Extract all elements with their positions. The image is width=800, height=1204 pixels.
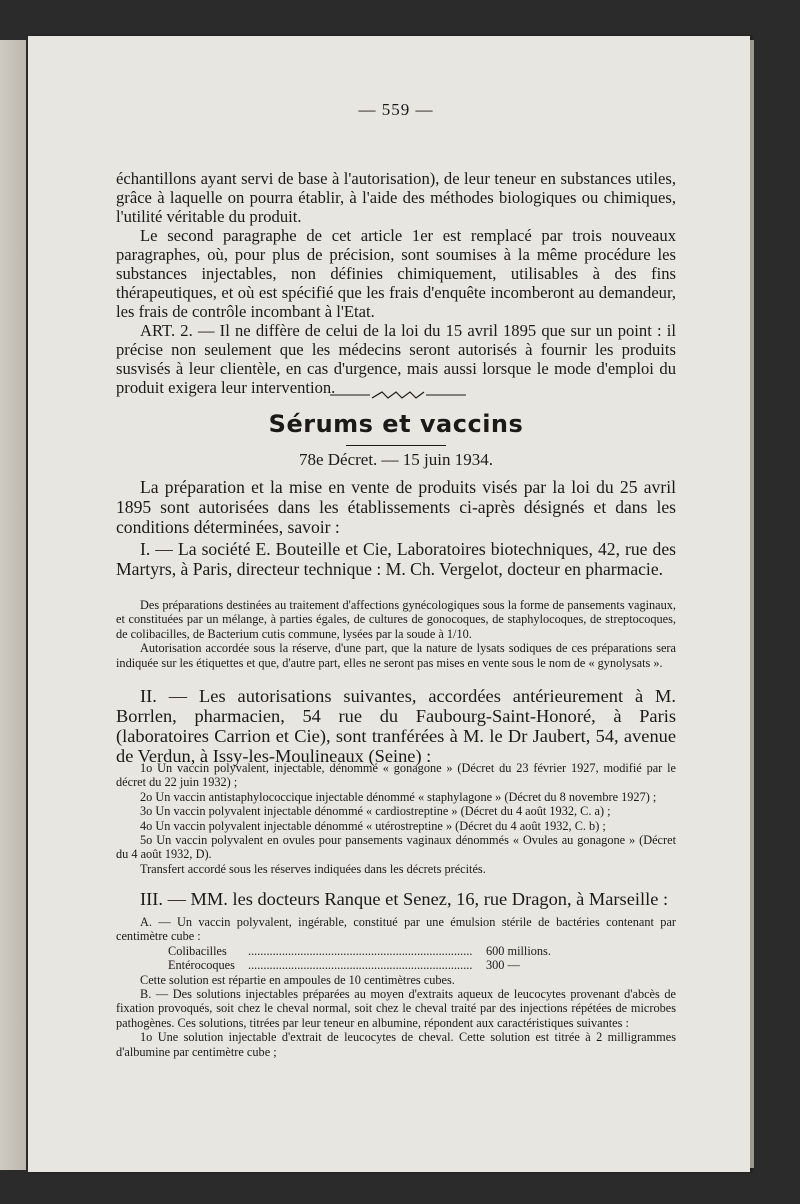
part-1-paragraph-2: Autorisation accordée sous la réserve, d'une part, que la nature de lysats sodiques de ces préparations sera indiquée sur les étiquettes et que, d'autre part, elles ne seront pas mises en vente sous le nom de « gynolysats ».	[116, 641, 676, 670]
part-3-heading: III. — MM. les docteurs Ranque et Senez, 16, rue Dragon, à Marseille :	[140, 889, 669, 909]
row-label: Entérocoques	[168, 958, 235, 973]
article-2-paragraph: ART. 2. — Il ne diffère de celui de la loi du 15 avril 1895 que sur un point : il précise non seulement que les médecins seront autorisés à fournir les produits susvisés à leur clientèle, en cas d'urgence, mais aussi lorsque le mode d'emploi du produit exigera leur intervention.	[116, 321, 676, 397]
part-1-details	[116, 598, 676, 670]
leader-dots: .........................................................................	[248, 943, 473, 958]
part-3-a-note: Cette solution est répartie en ampoules de 10 centimètres cubes.	[140, 972, 455, 987]
page-number: — 559 —	[358, 100, 434, 119]
part-1-heading-block	[116, 539, 676, 579]
part-3-heading-block	[116, 889, 676, 909]
ornament-divider	[330, 390, 466, 400]
part-3-a: A. — Un vaccin polyvalent, ingérable, constitué par une émulsion stérile de bactéries contenant par centimètre cube :	[116, 915, 676, 944]
row-value: 300 —	[486, 958, 520, 973]
intro-paragraph-1: échantillons ayant servi de base à l'autorisation), de leur teneur en substances utiles, grâce à laquelle on pourra établir, à l'aide des méthodes biologiques ou chimiques, l'utilité véritable du produit.	[116, 169, 676, 226]
part-2-heading-block	[116, 686, 676, 766]
table-row	[116, 944, 676, 958]
lead-block	[116, 477, 676, 538]
row-value: 600 millions.	[486, 943, 551, 958]
part-2-note: Transfert accordé sous les réserves indiquées dans les décrets précités.	[140, 861, 486, 876]
row-label: Colibacilles	[168, 943, 227, 958]
list-item: 3o Un vaccin polyvalent injectable dénommé « cardiostreptine » (Décret du 4 août 1932, C. a) ;	[140, 804, 611, 819]
part-2-heading: II. — Les autorisations suivantes, accordées antérieurement à M. Borrlen, pharmacien, 54 rue du Faubourg-Saint-Honoré, à Paris (laboratoires Carrion et Cie), sont tranférées à M. le Dr Jaubert, 54, avenue de Verdun, à Issy-les-Moulineaux (Seine) :	[116, 686, 676, 766]
part-3-details	[116, 915, 676, 1059]
intro-paragraph-2: Le second paragraphe de cet article 1er est remplacé par trois nouveaux paragraphes, où, pour plus de précision, sont soumises à la même procédure les substances injectables, non définies chimiquement, utilisables à des fins thérapeutiques, et où est spécifié que les frais d'enquête incomberont au demandeur, les frais de contrôle incombant à l'Etat.	[116, 226, 676, 321]
page-edge	[750, 40, 754, 1168]
part-1-heading: I. — La société E. Bouteille et Cie, Laboratoires biotechniques, 42, rue des Martyrs, à Paris, directeur technique : M. Ch. Vergelot, docteur en pharmacie.	[116, 539, 676, 579]
section-title: Sérums et vaccins	[268, 410, 524, 438]
title-underline	[346, 445, 446, 446]
list-item: 2o Un vaccin antistaphylococcique injectable dénommé « staphylagone » (Décret du 8 novembre 1927) ;	[140, 789, 657, 804]
part-3-b1: 1o Une solution injectable d'extrait de leucocytes de cheval. Cette solution est titrée à 2 milligrammes d'albumine par centimètre cube ;	[116, 1030, 676, 1059]
leader-dots: .........................................................................	[248, 958, 473, 973]
lead-paragraph: La préparation et la mise en vente de produits visés par la loi du 25 avril 1895 sont autorisées dans les établissements ci-après désignés et dans les conditions déterminées, savoir :	[116, 477, 676, 538]
list-item: 4o Un vaccin polyvalent injectable dénommé « utérostreptine » (Décret du 4 août 1932, C. b) ;	[140, 818, 606, 833]
intro-block	[116, 169, 676, 397]
list-item: 5o Un vaccin polyvalent en ovules pour pansements vaginaux dénommés « Ovules au gonagone » (Décret du 4 août 1932, D).	[116, 833, 676, 862]
table-row	[116, 958, 676, 972]
list-item: 1o Un vaccin polyvalent, injectable, dénommé « gonagone » (Décret du 23 février 1927, modifié par le décret du 22 juin 1932) ;	[116, 761, 676, 790]
part-2-list	[116, 761, 676, 876]
facing-page-edge	[0, 40, 26, 1170]
part-3-b: B. — Des solutions injectables préparées au moyen d'extraits aqueux de leucocytes provenant d'abcès de fixation provoqués, soit chez le cheval normal, soit chez le cheval traité par des injections répétées de microbes pathogènes. Ces solutions, titrées par leur teneur en albumine, répondent aux caractéristiques suivantes :	[116, 987, 676, 1030]
part-1-paragraph-1: Des préparations destinées au traitement d'affections gynécologiques sous la forme de pansements vaginaux, et constituées par un mélange, à parties égales, de cultures de gonocoques, de staphylocoques, de streptocoques, de colibacilles, de Bacterium cutis commune, lysées par la soude à 1/10.	[116, 598, 676, 641]
decree-heading: 78e Décret. — 15 juin 1934.	[298, 450, 494, 469]
document-page	[28, 36, 750, 1172]
